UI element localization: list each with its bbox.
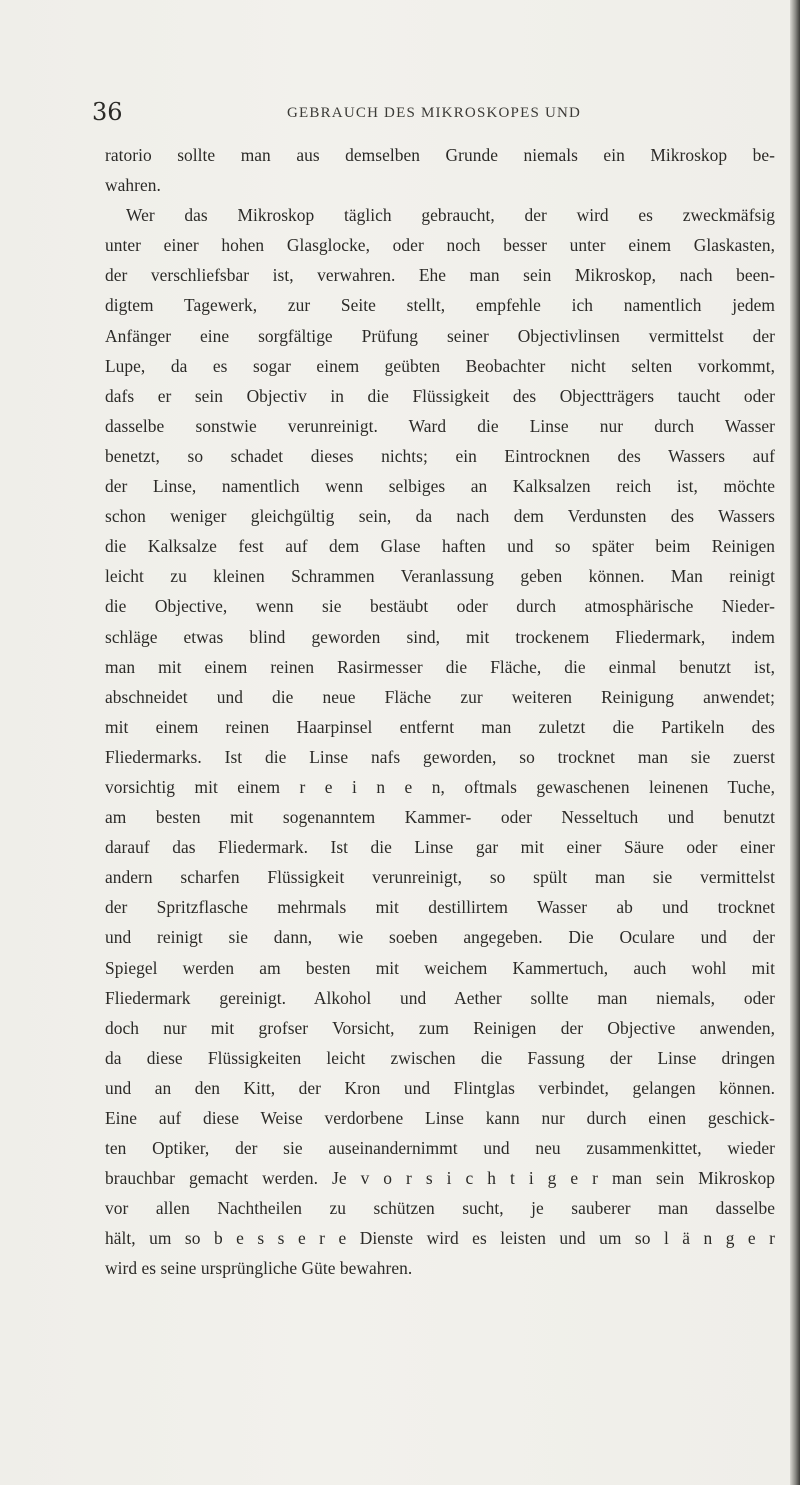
text-line: die Objective, wenn sie bestäubt oder durch atmosphärische Nieder- — [105, 596, 775, 617]
text-line: dafs er sein Objectiv in die Flüssigkeit des Objectträgers taucht oder — [105, 385, 775, 406]
text-line: der Spritzflasche mehrmals mit destillirtem Wasser ab und trocknet — [105, 897, 775, 918]
text-line: leicht zu kleinen Schrammen Veranlassung geben können. Man reinigt — [105, 566, 775, 587]
text-line: wahren. — [105, 175, 161, 196]
page-header — [92, 98, 772, 128]
page-number: 36 — [92, 98, 123, 126]
text-line: die Kalksalze fest auf dem Glase haften und so später beim Reinigen — [105, 536, 775, 557]
text-line: da diese Flüssigkeiten leicht zwischen die Fassung der Linse dringen — [105, 1047, 775, 1068]
text-line: doch nur mit grofser Vorsicht, zum Reinigen der Objective anwenden, — [105, 1017, 775, 1038]
text-line: digtem Tagewerk, zur Seite stellt, empfehle ich namentlich jedem — [105, 295, 775, 316]
text-line: vor allen Nachtheilen zu schützen sucht, je sauberer man dasselbe — [105, 1198, 775, 1219]
text-line: mit einem reinen Haarpinsel entfernt man zuletzt die Partikeln des — [105, 716, 775, 737]
text-line: und reinigt sie dann, wie soeben angegeben. Die Oculare und der — [105, 927, 775, 948]
text-line: schläge etwas blind geworden sind, mit trockenem Fliedermark, indem — [105, 626, 775, 647]
text-line: Wer das Mikroskop täglich gebraucht, der wird es zweckmäfsig — [126, 205, 775, 226]
text-line: dasselbe sonstwie verunreinigt. Ward die Linse nur durch Wasser — [105, 415, 775, 436]
text-line: darauf das Fliedermark. Ist die Linse gar mit einer Säure oder einer — [105, 837, 775, 858]
text-line: und an den Kitt, der Kron und Flintglas verbindet, gelangen können. — [105, 1077, 775, 1098]
text-line: schon weniger gleichgültig sein, da nach dem Verdunsten des Wassers — [105, 506, 775, 527]
text-line: wird es seine ursprüngliche Güte bewahren. — [105, 1258, 413, 1279]
text-line: vorsichtig mit einem r e i n e n, oftmals gewaschenen leinenen Tuche, — [105, 776, 775, 797]
text-line: brauchbar gemacht werden. Je v o r s i c h t i g e r man sein Mikroskop — [105, 1168, 775, 1189]
text-line: Eine auf diese Weise verdorbene Linse kann nur durch einen geschick- — [105, 1108, 775, 1128]
running-head: GEBRAUCH DES MIKROSKOPES UND — [287, 105, 582, 121]
text-line: am besten mit sogenanntem Kammer- oder Nesseltuch und benutzt — [105, 807, 775, 828]
text-line: der verschliefsbar ist, verwahren. Ehe man sein Mikroskop, nach been- — [105, 265, 775, 286]
text-line: Spiegel werden am besten mit weichem Kammertuch, auch wohl mit — [105, 957, 775, 978]
page-edge-shadow — [790, 0, 800, 1485]
text-line: man mit einem reinen Rasirmesser die Fläche, die einmal benutzt ist, — [105, 656, 775, 677]
text-line: der Linse, namentlich wenn selbiges an Kalksalzen reich ist, möchte — [105, 476, 775, 497]
text-line: ratorio sollte man aus demselben Grunde niemals ein Mikroskop be- — [105, 145, 775, 165]
text-line: andern scharfen Flüssigkeit verunreinigt, so spült man sie vermittelst — [105, 867, 775, 888]
text-line: unter einer hohen Glasglocke, oder noch besser unter einem Glaskasten, — [105, 235, 775, 256]
body-text — [105, 140, 775, 1284]
text-line: Fliedermarks. Ist die Linse nafs geworden, so trocknet man sie zuerst — [105, 746, 775, 767]
text-line: Fliedermark gereinigt. Alkohol und Aether sollte man niemals, oder — [105, 987, 775, 1008]
text-line: abschneidet und die neue Fläche zur weiteren Reinigung anwendet; — [105, 686, 775, 707]
text-line: ten Optiker, der sie auseinandernimmt und neu zusammenkittet, wieder — [105, 1138, 775, 1159]
text-line: Lupe, da es sogar einem geübten Beobachter nicht selten vorkommt, — [105, 355, 775, 376]
text-line: Anfänger eine sorgfältige Prüfung seiner Objectivlinsen vermittelst der — [105, 325, 775, 346]
text-line: hält, um so b e s s e r e Dienste wird es leisten und um so l ä n g e r — [105, 1228, 775, 1249]
text-line: benetzt, so schadet dieses nichts; ein Eintrocknen des Wassers auf — [105, 445, 775, 466]
